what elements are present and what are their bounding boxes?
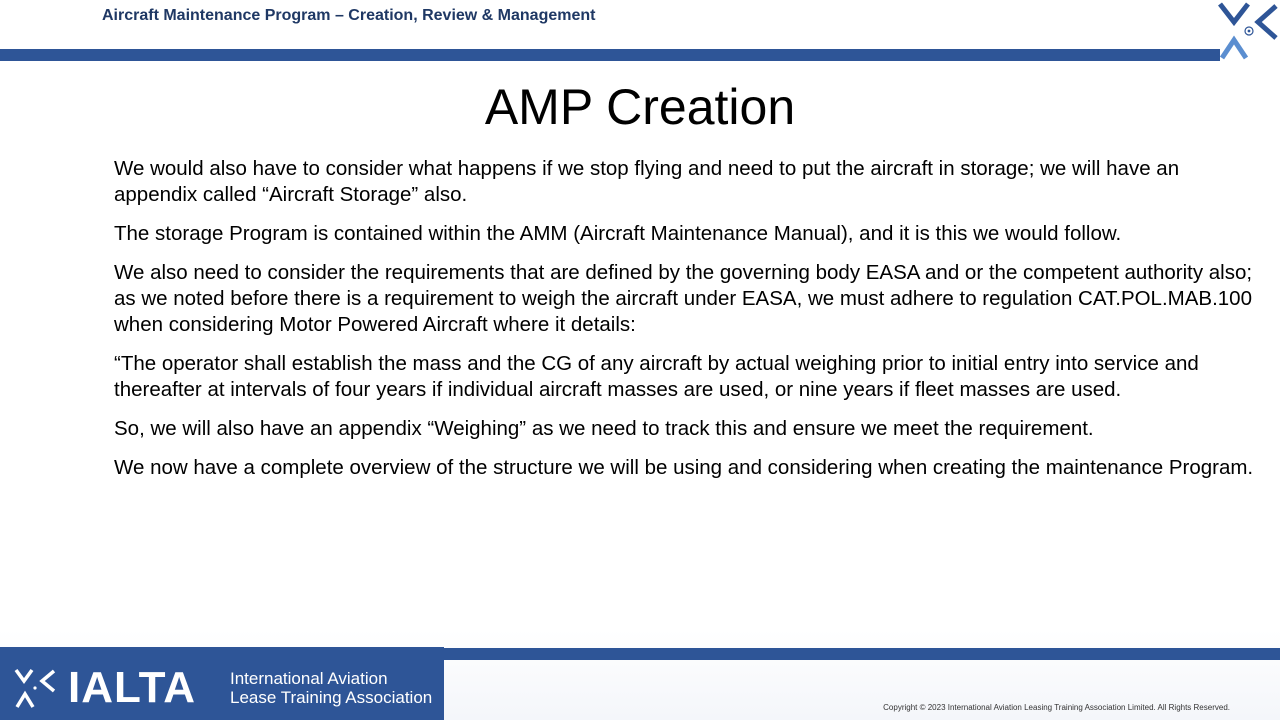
copyright-notice: Copyright © 2023 International Aviation Leasing Training Association Limited. All Rights Reserved. xyxy=(883,703,1230,712)
footer-org-name xyxy=(230,669,432,707)
body-paragraph: We now have a complete overview of the structure we will be using and considering when creating the maintenance Program. xyxy=(114,456,1254,479)
body-paragraph: We also need to consider the requirements that are defined by the governing body EASA and or the competent authority also; as we noted before there is a requirement to weigh the aircraft under EASA, we must adhere to regulation CAT.POL.MAB.100 when considering Motor Powered Aircraft where it details: xyxy=(114,261,1253,336)
footer-brand: IALTA xyxy=(68,663,196,712)
ialta-mark-icon xyxy=(1218,0,1280,62)
header-bar xyxy=(0,49,1220,61)
slide-body xyxy=(114,156,1254,494)
body-paragraph: So, we will also have an appendix “Weighing” as we need to track this and ensure we meet the requirement. xyxy=(114,417,1094,440)
footer-org-line2: Lease Training Association xyxy=(230,688,433,707)
header-title: Aircraft Maintenance Program – Creation, Review & Management xyxy=(102,7,596,24)
footer-org-line1: International Aviation xyxy=(230,669,388,688)
footer-bar xyxy=(444,648,1280,660)
slide-title: AMP Creation xyxy=(484,79,796,135)
body-paragraph: “The operator shall establish the mass and the CG of any aircraft by actual weighing prior to initial entry into service and thereafter at intervals of four years if individual aircraft masses are used, or nine years if fleet masses are used. xyxy=(114,352,1199,401)
body-paragraph: We would also have to consider what happens if we stop flying and need to put the aircraft in storage; we will have an appendix called “Aircraft Storage” also. xyxy=(114,157,1180,206)
body-paragraph: The storage Program is contained within the AMM (Aircraft Maintenance Manual), and it is this we would follow. xyxy=(114,222,1122,245)
